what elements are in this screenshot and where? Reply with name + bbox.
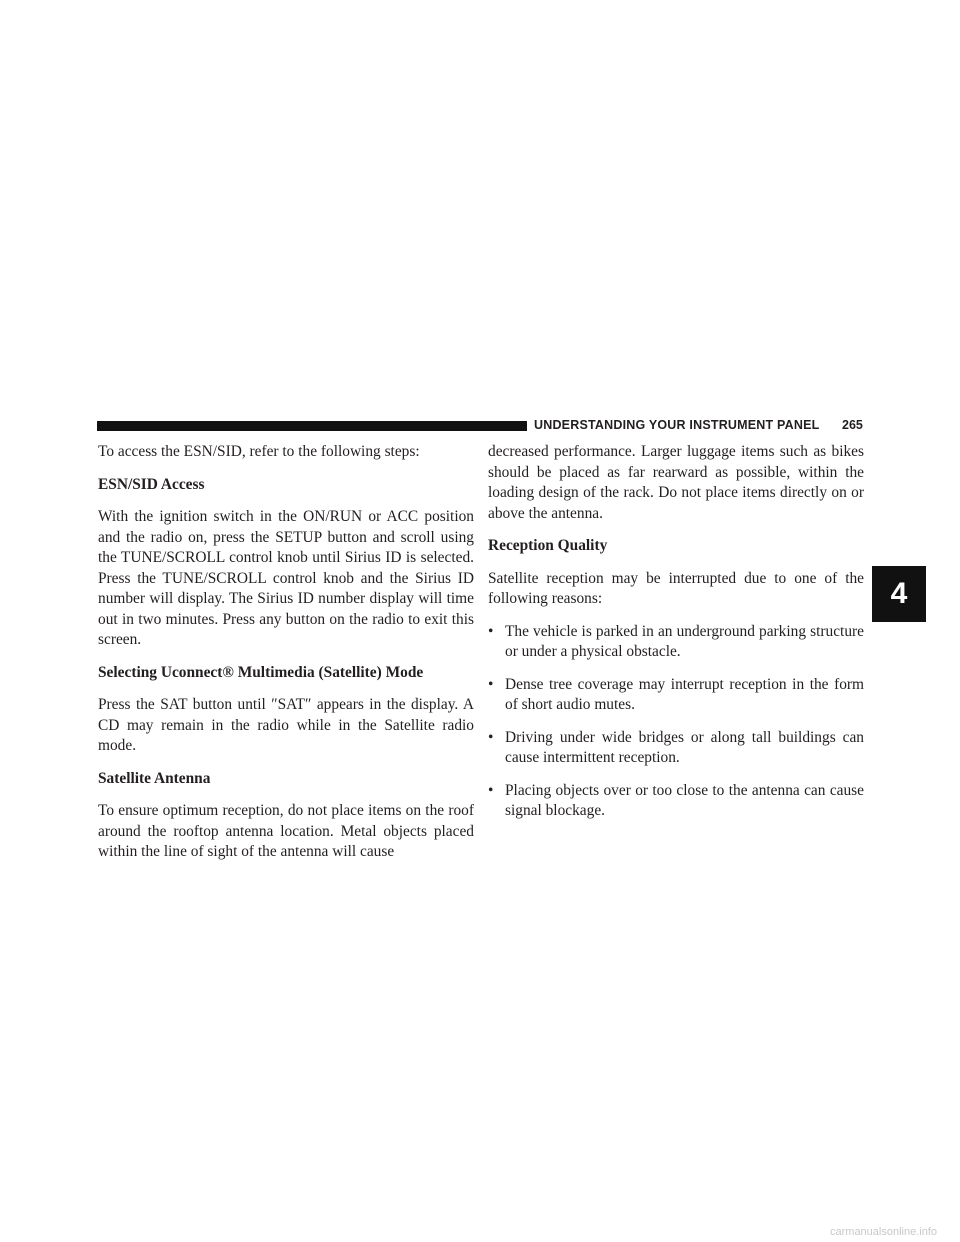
list-item-text: Driving under wide bridges or along tall buildings can cause intermittent reception. [505, 728, 864, 766]
intro-paragraph: To access the ESN/SID, refer to the following steps: [98, 443, 420, 460]
right-column [488, 442, 864, 834]
list-item [488, 622, 864, 663]
list-item-text: Dense tree coverage may interrupt reception in the form of short audio mutes. [505, 675, 864, 713]
chapter-tab: 4 [872, 566, 926, 622]
bullet-icon: • [488, 622, 494, 640]
section-header-title: UNDERSTANDING YOUR INSTRUMENT PANEL [534, 418, 820, 432]
satellite-antenna-heading: Satellite Antenna [98, 769, 211, 787]
list-item [488, 781, 864, 822]
esn-sid-access-paragraph: With the ignition switch in the ON/RUN or ACC position and the radio on, press the SETUP button and scroll using the TUNE/SCROLL control knob until Sirius ID is selected. Press the TUNE/SCROLL control knob and the Sirius ID number will display. The Sirius ID number display will time out in two minutes. Press any button on the radio to exit this screen. [98, 508, 474, 648]
bullet-icon: • [488, 728, 494, 746]
satellite-mode-paragraph: Press the SAT button until ″SAT″ appears in the display. A CD may remain in the radio while in the Satellite radio mode. [98, 696, 474, 754]
reception-quality-heading: Reception Quality [488, 537, 608, 554]
page-number: 265 [842, 418, 863, 432]
bullet-icon: • [488, 781, 494, 799]
header-rule [97, 421, 527, 431]
watermark-text: carmanualsonline.info [830, 1226, 938, 1238]
list-item [488, 728, 864, 769]
left-column [98, 442, 474, 875]
list-item-text: Placing objects over or too close to the antenna can cause signal blockage. [505, 781, 864, 819]
bullet-icon: • [488, 675, 494, 693]
list-item-text: The vehicle is parked in an underground parking structure or under a physical obstacle. [505, 622, 864, 660]
list-item [488, 675, 864, 716]
satellite-mode-heading: Selecting Uconnect® Multimedia (Satellite) Mode [98, 663, 424, 681]
antenna-continued-paragraph: decreased performance. Larger luggage items such as bikes should be placed as far rearward as possible, within the loading design of the rack. Do not place items directly on or above the antenna. [488, 443, 864, 522]
satellite-antenna-paragraph: To ensure optimum reception, do not place items on the roof around the rooftop antenna location. Metal objects placed within the line of sight of the antenna will cause [98, 802, 474, 860]
reception-quality-paragraph: Satellite reception may be interrupted due to one of the following reasons: [488, 569, 864, 607]
esn-sid-access-heading: ESN/SID Access [98, 475, 205, 493]
reception-reasons-list [488, 622, 864, 822]
